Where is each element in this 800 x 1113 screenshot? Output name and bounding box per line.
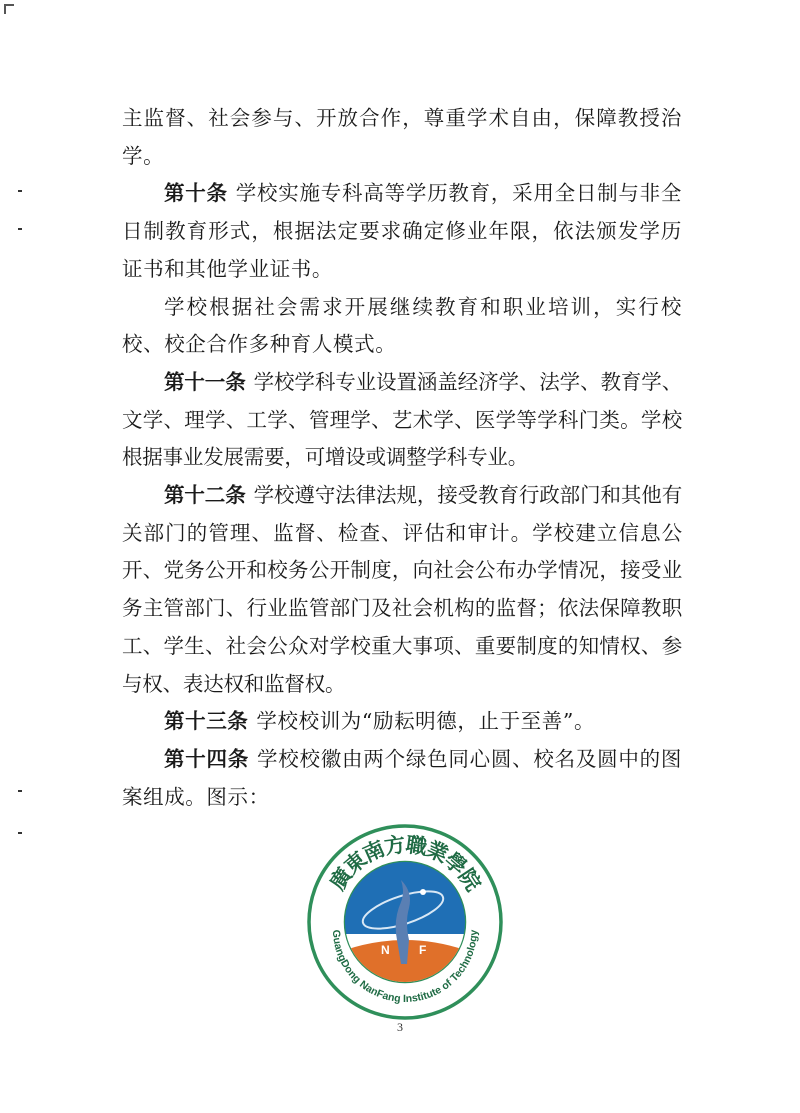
emblem-star xyxy=(420,889,426,895)
article-number: 第十三条 xyxy=(164,709,249,734)
article-12 xyxy=(122,477,682,703)
scan-corner-mark xyxy=(4,4,14,14)
article-13 xyxy=(122,703,682,741)
page-number: 3 xyxy=(397,1020,403,1034)
article-14 xyxy=(122,741,682,816)
emblem-letter-n: N xyxy=(381,943,390,957)
article-number: 第十条 xyxy=(164,181,228,206)
paragraph-text: 学校学科专业设置涵盖经济学、法学、教育学、文学、理学、工学、管理学、艺术学、医学等学科门类。学校根据事业发展需要，可增设或调整学科专业。 xyxy=(122,369,682,470)
scan-margin-mark xyxy=(18,228,22,230)
article-number: 第十二条 xyxy=(164,483,246,508)
scan-margin-mark xyxy=(18,790,22,792)
paragraph-text: 学校遵守法律法规，接受教育行政部门和其他有关部门的管理、监督、检查、评估和审计。学校建立信息公开、党务公开和校务公开制度，向社会公布办学情况，接受业务主管部门、行业监管部门及社会机构的监督；依法保障教职工、学生、社会公众对学校重大事项、重要制度的知情权、参与权、表达权和监督权。 xyxy=(122,483,682,696)
emblem-chinese-name: 廣東南方職業學院 xyxy=(324,831,486,895)
emblem-letter-f: F xyxy=(419,943,427,957)
paragraph-text: 主监督、社会参与、开放合作，尊重学术自由，保障教授治学。 xyxy=(122,106,682,168)
scan-margin-mark xyxy=(18,832,22,834)
article-number: 第十四条 xyxy=(164,746,250,771)
emblem-english-name: GuangDong NanFang Institute of Technology xyxy=(329,929,481,1006)
school-emblem xyxy=(305,822,505,1022)
paragraph-text: 学校校徽由两个绿色同心圆、校名及圆中的图案组成。图示： xyxy=(122,746,682,809)
article-11 xyxy=(122,364,682,477)
article-10 xyxy=(122,175,682,288)
paragraph-text: 学校校训为“励耘明德，止于至善”。 xyxy=(256,709,596,734)
scan-margin-mark xyxy=(18,190,22,192)
paragraph-text: 学校根据社会需求开展继续教育和职业培训，实行校校、校企合作多种育人模式。 xyxy=(122,294,682,357)
body-text xyxy=(122,100,682,816)
article-number: 第十一条 xyxy=(164,369,246,394)
paragraph-text: 学校实施专科高等学历教育，采用全日制与非全日制教育形式，根据法定要求确定修业年限，依法颁发学历证书和其他学业证书。 xyxy=(122,181,682,281)
paragraph xyxy=(122,100,682,175)
paragraph xyxy=(122,289,682,364)
